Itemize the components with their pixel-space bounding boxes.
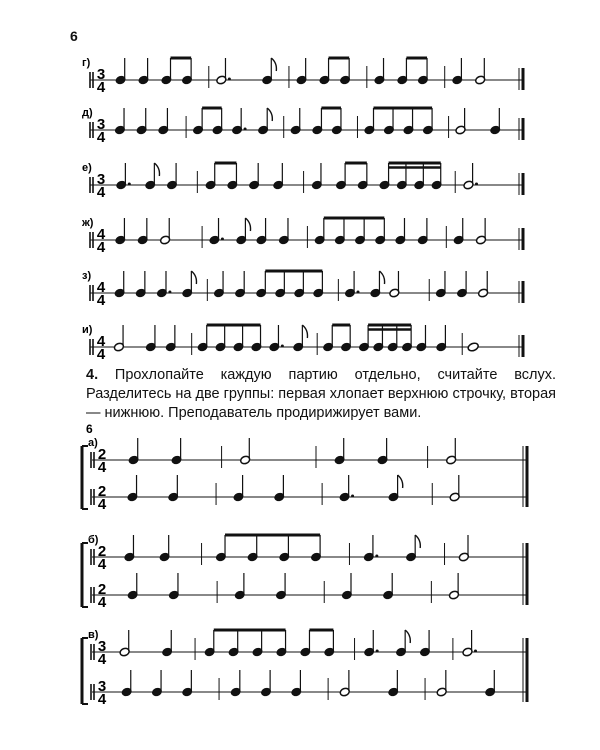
time-signature-bottom: 4: [96, 79, 106, 96]
time-signature-top: 3: [97, 638, 107, 655]
note-flag: [405, 630, 410, 643]
time-signature-top: 2: [97, 581, 107, 598]
task-text: Прохлопайте каждую партию отдельно, считайте вслух. Разделитесь на две группы: первая хлопает верхнюю строчку, вторая — нижнюю. Преподаватель продирижирует вами.: [86, 367, 556, 421]
time-signature-bottom: 4: [96, 292, 106, 309]
time-signature-bottom: 4: [96, 129, 106, 146]
time-signature-top: 3: [96, 116, 106, 133]
time-signature-top: 4: [96, 226, 106, 243]
time-signature-bottom: 4: [97, 691, 107, 708]
exercise-label: в): [88, 629, 99, 641]
time-signature-bottom: 4: [97, 496, 107, 513]
augmentation-dot: [375, 555, 378, 558]
time-signature-top: 3: [97, 678, 107, 695]
time-signature-bottom: 4: [97, 556, 107, 573]
augmentation-dot: [351, 495, 354, 498]
two-part-exercise-1: [82, 534, 527, 611]
time-signature-bottom: 4: [96, 184, 106, 201]
time-signature-top: 4: [96, 279, 106, 296]
time-signature-bottom: 4: [96, 346, 106, 363]
exercise-label: и): [82, 324, 93, 336]
time-signature-top: 2: [97, 543, 107, 560]
task-number: 4.: [86, 367, 99, 383]
exercise-label: ж): [82, 217, 94, 229]
time-signature-bottom: 4: [97, 459, 107, 476]
exercise-label: г): [82, 57, 91, 69]
exercise-label: д): [82, 107, 93, 119]
section-number: 6: [86, 422, 93, 436]
exercise-label: з): [82, 270, 92, 282]
two-part-exercise-0: [82, 437, 527, 513]
time-signature-top: 2: [97, 446, 107, 463]
exercise-label: а): [88, 437, 98, 449]
time-signature-top: 3: [96, 171, 106, 188]
note-flag: [398, 475, 403, 488]
augmentation-dot: [474, 650, 477, 653]
time-signature-top: 4: [96, 333, 106, 350]
two-part-exercise-2: [82, 629, 527, 708]
exercise-label: е): [82, 162, 92, 174]
time-signature-bottom: 4: [97, 651, 107, 668]
time-signature-bottom: 4: [97, 594, 107, 611]
augmentation-dot: [376, 650, 379, 653]
exercise-label: б): [88, 534, 99, 546]
time-signature-top: 2: [97, 483, 107, 500]
page-number: 6: [70, 28, 78, 44]
time-signature-top: 3: [96, 66, 106, 83]
note-flag: [415, 535, 420, 548]
time-signature-bottom: 4: [96, 239, 106, 256]
